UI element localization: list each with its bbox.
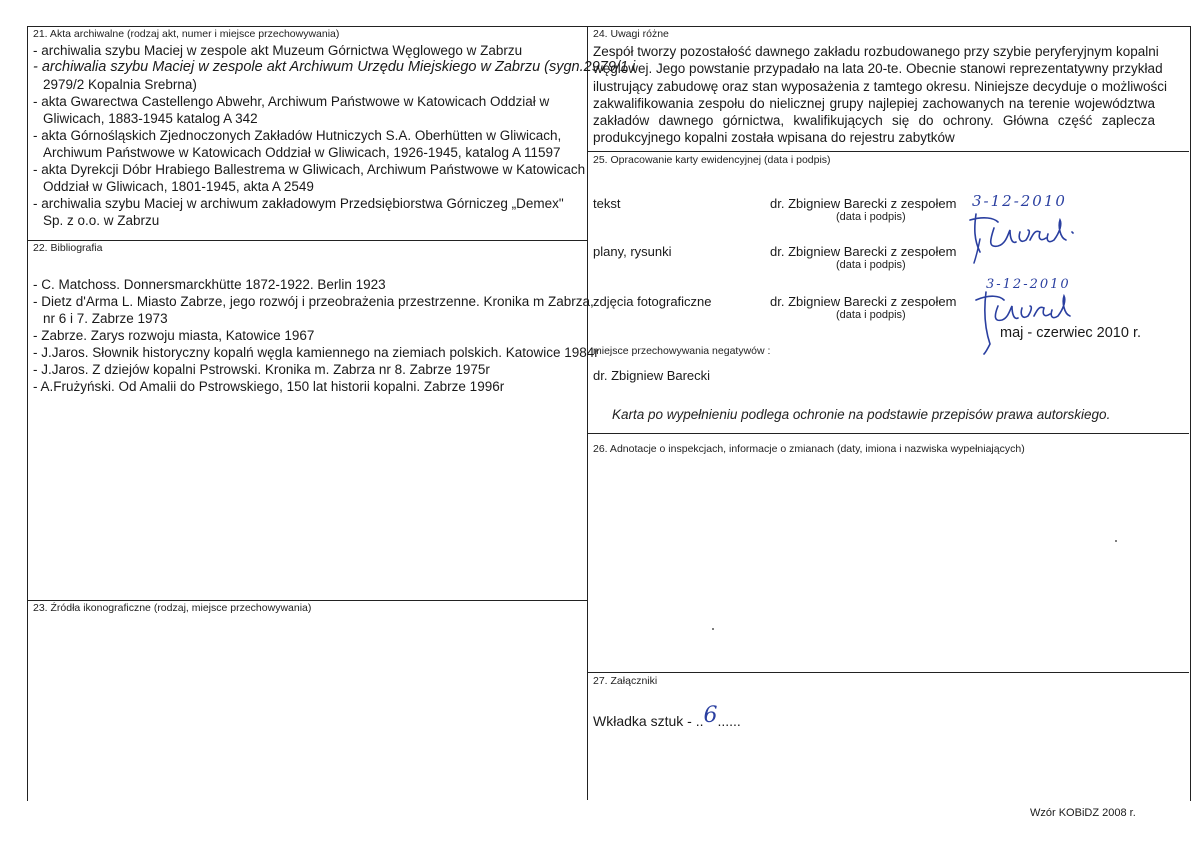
- negatives-value: dr. Zbigniew Barecki: [593, 368, 711, 383]
- handwritten-date: 3-12-2010: [986, 277, 1071, 292]
- list-item: - C. Matchoss. Donnersmarckhütte 1872-1922. Berlin 1923: [33, 277, 386, 292]
- list-item: Gliwicach, 1883-1945 katalog A 342: [43, 111, 258, 126]
- remarks-line: zakładów dawnego górnictwa, kwalifikujących się do ochrony. Główna część zaplecza: [593, 113, 1155, 129]
- list-item: - Dietz d'Arma L. Miasto Zabrze, jego rozwój i przeobrażenia przestrzenne. Kronika m Zabrza,: [33, 294, 594, 309]
- divider-26-27: [587, 672, 1189, 673]
- section-21-list: [33, 42, 635, 229]
- list-item: 2979/2 Kopalnia Srebrna): [43, 77, 197, 92]
- row-label-zdjecia: zdjęcia fotograficzne: [593, 294, 712, 309]
- list-item: - archiwalia szybu Maciej w archiwum zakładowym Przedsiębiorstwa Górniczeg „Demex": [33, 196, 564, 211]
- date-signature-caption: (data i podpis): [836, 211, 906, 223]
- section-27-title: 27. Załączniki: [593, 675, 658, 687]
- signature-stroke: [958, 235, 988, 265]
- list-item: nr 6 i 7. Zabrze 1973: [43, 311, 168, 326]
- section-24-text: [593, 43, 1168, 147]
- list-item: Oddział w Gliwicach, 1801-1945, akta A 2549: [43, 179, 314, 194]
- list-item: - akta Dyrekcji Dóbr Hrabiego Ballestrema w Gliwicach, Archiwum Państwowe w Katowicach: [33, 162, 586, 177]
- form-version-label: Wzór KOBiDZ 2008 r.: [1030, 807, 1136, 819]
- list-item: Archiwum Państwowe w Katowicach Oddział w Gliwicach, 1926-1945, katalog A 11597: [43, 145, 561, 160]
- list-item: - J.Jaros. Słownik historyczny kopalń węgla kamiennego na ziemiach polskich. Katowice 1984r: [33, 345, 599, 360]
- list-item: - archiwalia szybu Maciej w zespole akt Muzeum Górnictwa Węglowego w Zabrzu: [33, 43, 523, 58]
- handwritten-date: 3-12-2010: [972, 192, 1067, 210]
- list-item: - Zabrze. Zarys rozwoju miasta, Katowice 1967: [33, 328, 315, 343]
- attachments-label: Wkładka sztuk - ..: [593, 713, 704, 729]
- row-label-plany: plany, rysunki: [593, 244, 672, 259]
- scan-speck: [1115, 540, 1117, 542]
- remarks-line: ilustrujący zabudowę oraz stan wyposażenia z tamtego okresu. Niniejsze decyduje o możliwości: [593, 78, 1168, 94]
- author-name: dr. Zbigniew Barecki z zespołem: [770, 196, 957, 211]
- list-item: - A.Frużyński. Od Amalii do Pstrowskiego, 150 lat historii kopalni. Zabrze 1996r: [33, 379, 505, 394]
- copyright-note: Karta po wypełnieniu podlega ochronie na podstawie przepisów prawa autorskiego.: [612, 407, 1111, 422]
- list-item: - archiwalia szybu Maciej w zespole akt Archiwum Urzędu Miejskiego w Zabrzu (sygn.2979/1 i: [33, 59, 636, 75]
- attachments-dots: ......: [717, 713, 741, 729]
- attachments-line: [593, 703, 741, 732]
- remarks-line: Zespół tworzy pozostałość dawnego zakładu rozbudowanego przy szybie peryferyjnym kopalni: [593, 44, 1159, 59]
- list-item: Sp. z o.o. w Zabrzu: [43, 213, 160, 228]
- section-21-title: 21. Akta archiwalne (rodzaj akt, numer i miejsce przechowywania): [33, 28, 340, 40]
- remarks-line: węglowej. Jego powstanie przypadało na lata 20-te. Obecnie stanowi reprezentatywny przykład: [593, 61, 1163, 77]
- divider-24-25: [587, 151, 1189, 152]
- divider-25-26: [587, 433, 1189, 434]
- negatives-label: miejsce przechowywania negatywów :: [593, 345, 771, 357]
- attachments-count: 6: [703, 703, 718, 728]
- scan-speck: [712, 628, 714, 630]
- author-name: dr. Zbigniew Barecki z zespołem: [770, 244, 957, 259]
- section-26-title: 26. Adnotacje o inspekcjach, informacje o zmianach (daty, imiona i nazwiska wypełniających): [593, 443, 1025, 455]
- section-24-title: 24. Uwagi różne: [593, 28, 669, 40]
- section-25-title: 25. Opracowanie karty ewidencyjnej (data i podpis): [593, 154, 831, 166]
- author-name: dr. Zbigniew Barecki z zespołem: [770, 294, 957, 309]
- remarks-line: zakwalifikowania zespołu do nielicznej grupy najlepiej zachowanych na terenie województwa: [593, 95, 1155, 111]
- divider-21-22: [27, 240, 587, 241]
- row-label-tekst: tekst: [593, 196, 621, 211]
- section-23-title: 23. Źródła ikonograficzne (rodzaj, miejsce przechowywania): [33, 602, 312, 614]
- remarks-line: produkcyjnego kopalni została wpisana do rejestru zabytków: [593, 130, 955, 146]
- section-22-list: [33, 276, 599, 395]
- list-item: - akta Gwarectwa Castellengo Abwehr, Archiwum Państwowe w Katowicach Oddział w: [33, 94, 550, 109]
- list-item: - akta Górnośląskich Zjednoczonych Zakładów Hutniczych S.A. Oberhütten w Gliwicach,: [33, 128, 562, 143]
- handwritten-signature: [968, 286, 1088, 356]
- list-item: - J.Jaros. Z dziejów kopalni Pstrowski. Kronika m. Zabrza nr 8. Zabrze 1975r: [33, 362, 490, 377]
- date-signature-caption: (data i podpis): [836, 309, 906, 321]
- divider-22-23: [27, 600, 587, 601]
- period-text: maj - czerwiec 2010 r.: [1000, 325, 1142, 341]
- date-signature-caption: (data i podpis): [836, 259, 906, 271]
- section-22-title: 22. Bibliografia: [33, 242, 103, 254]
